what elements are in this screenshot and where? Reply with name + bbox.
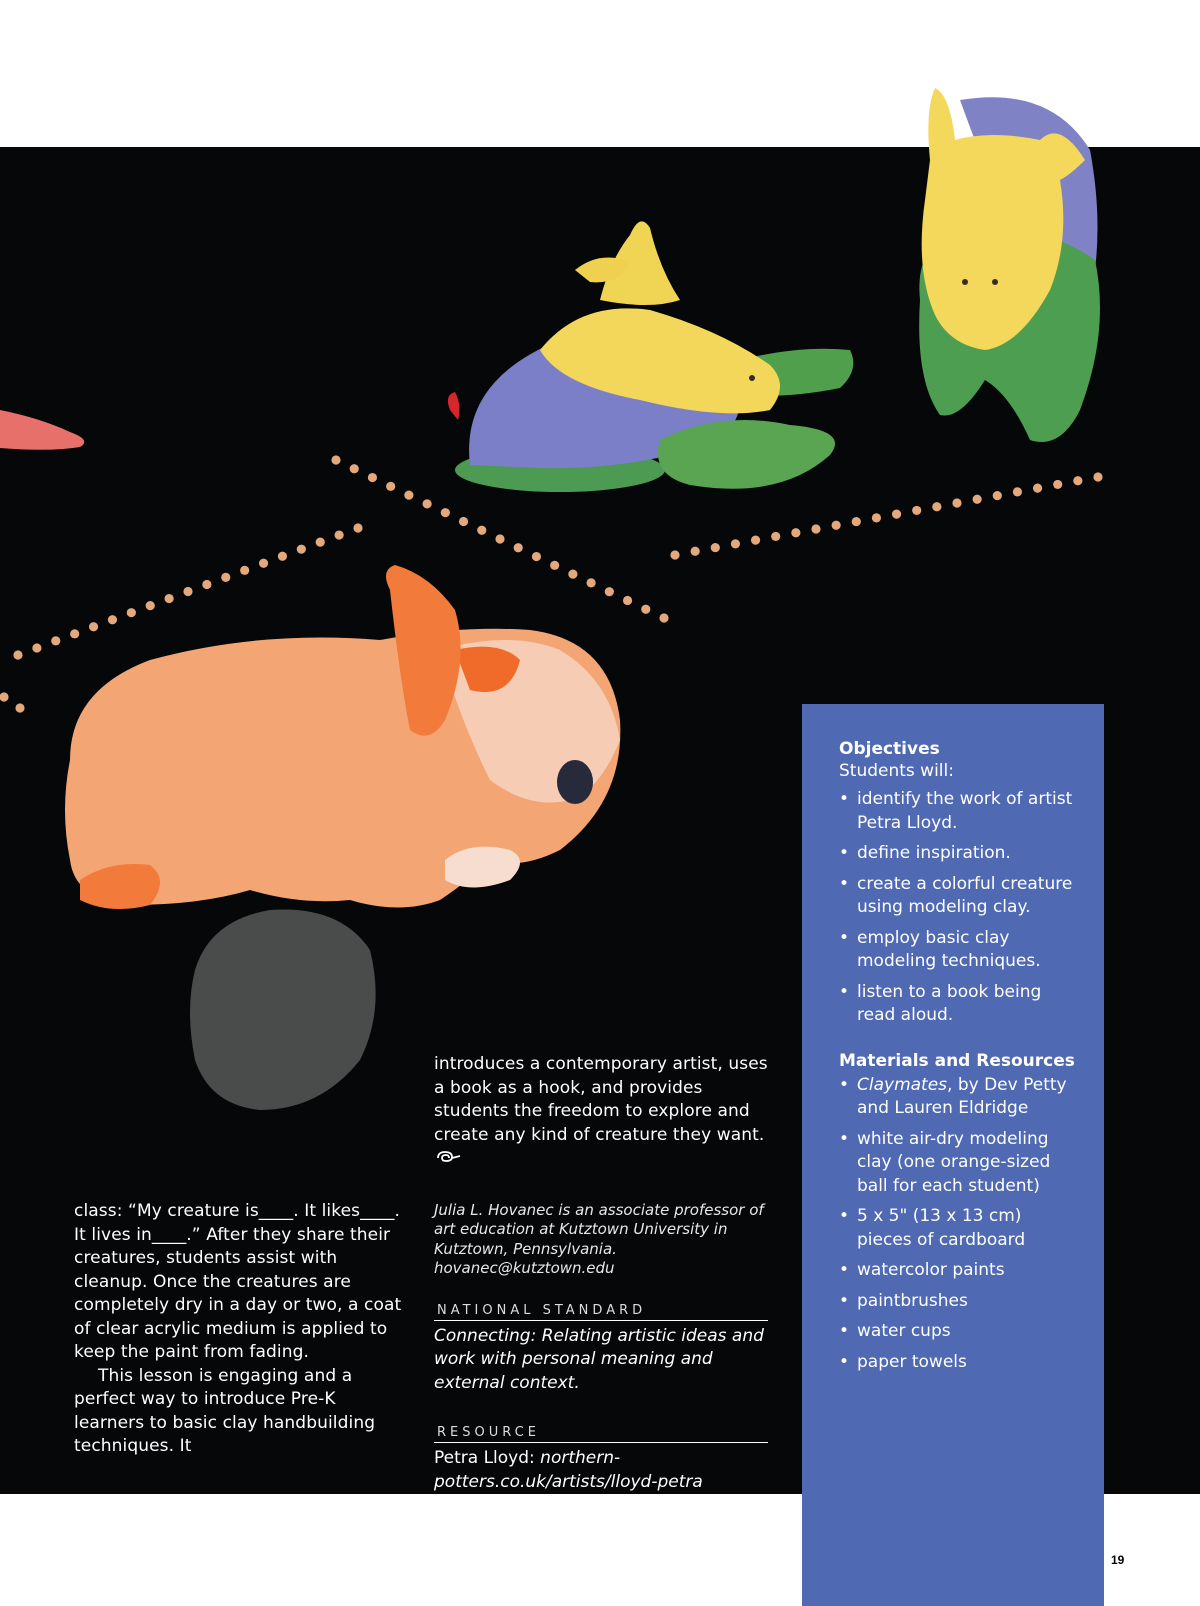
dot — [659, 613, 668, 622]
resource-label: RESOURCE — [434, 1425, 768, 1443]
dot — [108, 615, 117, 624]
list-item: • identify the work of artist Petra Lloyd. — [839, 789, 1073, 833]
cat-creature-clay — [919, 88, 1100, 442]
objectives-list — [839, 788, 1079, 1028]
dot — [202, 580, 211, 589]
dot — [386, 482, 395, 491]
list-item: • employ basic clay modeling techniques. — [839, 927, 1041, 971]
list-item: • paper towels — [839, 1351, 967, 1372]
gray-clay-ball — [190, 910, 376, 1111]
left-text-column — [74, 1200, 404, 1459]
dot — [993, 491, 1002, 500]
list-item: • white air-dry modeling clay (one orange-sized ball for each student) — [839, 1128, 1051, 1196]
resource-text — [434, 1447, 768, 1494]
dot — [165, 594, 174, 603]
resource-url-link[interactable]: northern-potters.co.uk/artists/lloyd-petra — [434, 1448, 703, 1492]
dot — [0, 692, 9, 701]
dot — [15, 703, 24, 712]
list-item: • water cups — [839, 1321, 951, 1341]
sidebar-content — [839, 738, 1079, 1381]
dot — [331, 455, 340, 464]
fish-creature-clay — [448, 221, 853, 492]
dot — [641, 605, 650, 614]
dot — [240, 566, 249, 575]
dot — [278, 552, 287, 561]
list-item: • paintbrushes — [839, 1290, 968, 1311]
dot — [316, 538, 325, 547]
dot — [441, 508, 450, 517]
body-paragraph-continued — [434, 1053, 768, 1171]
dot — [127, 608, 136, 617]
dot — [892, 510, 901, 519]
dot — [1093, 472, 1102, 481]
dot — [13, 650, 22, 659]
body-paragraph: This lesson is engaging and a perfect way to introduce Pre-K learners to basic clay handbuilding techniques. It — [74, 1365, 376, 1456]
dot — [495, 534, 504, 543]
dot — [353, 523, 362, 532]
dot — [51, 636, 60, 645]
objectives-heading: Objectives — [839, 739, 940, 759]
dot — [183, 587, 192, 596]
list-item: • Claymates, by Dev Petty and Lauren Eldridge — [839, 1074, 1067, 1118]
dot — [514, 543, 523, 552]
dot — [532, 552, 541, 561]
dot — [872, 513, 881, 522]
dot — [587, 578, 596, 587]
national-standard-text: Connecting: Relating artistic ideas and work with personal meaning and external context. — [434, 1325, 764, 1393]
dot — [1073, 476, 1082, 485]
page-number: 19 — [1111, 1553, 1125, 1567]
national-standard-label: NATIONAL STANDARD — [434, 1303, 768, 1321]
dot — [952, 498, 961, 507]
dot — [731, 539, 740, 548]
dot — [751, 536, 760, 545]
dot — [477, 526, 486, 535]
dot — [973, 495, 982, 504]
dot — [1013, 487, 1022, 496]
dot — [221, 573, 230, 582]
dot — [1053, 480, 1062, 489]
dot — [691, 547, 700, 556]
body-paragraph: class: “My creature is____. It likes____. It lives in____.” After they share their creatures, students assist with cleanup. Once the creatures are completely dry in a day or two, a coat of clear acrylic medium is applied to keep the paint from fading. — [74, 1201, 402, 1362]
dot — [711, 543, 720, 552]
dot — [623, 596, 632, 605]
dot — [912, 506, 921, 515]
dot — [670, 550, 679, 559]
objectives-sidebar — [802, 704, 1104, 1606]
orange-creature-clay — [65, 565, 620, 909]
dot — [791, 528, 800, 537]
dot — [459, 517, 468, 526]
dot — [550, 561, 559, 570]
materials-list — [839, 1074, 1079, 1375]
dot — [404, 491, 413, 500]
dot — [259, 559, 268, 568]
list-item: • 5 x 5" (13 x 13 cm) pieces of cardboard — [839, 1206, 1026, 1250]
author-bio: Julia L. Hovanec is an associate professor of art education at Kutztown University in Kutztown, Pennsylvania. hovanec@kutztown.edu — [434, 1200, 764, 1277]
list-item: • define inspiration. — [839, 843, 1011, 863]
spiral-end-mark-icon — [434, 1150, 462, 1164]
materials-heading: Materials and Resources — [839, 1050, 1075, 1071]
list-item: • watercolor paints — [839, 1260, 1005, 1280]
dot — [568, 570, 577, 579]
dot — [605, 587, 614, 596]
dot — [832, 521, 841, 530]
dot — [932, 502, 941, 511]
resource-name: Petra Lloyd: — [434, 1448, 535, 1468]
dot — [852, 517, 861, 526]
pink-creature-tail — [0, 410, 84, 450]
dot — [89, 622, 98, 631]
dot — [811, 524, 820, 533]
dot — [297, 545, 306, 554]
dot — [335, 530, 344, 539]
dot — [350, 464, 359, 473]
dot — [146, 601, 155, 610]
dot — [32, 643, 41, 652]
dot — [423, 499, 432, 508]
dot — [70, 629, 79, 638]
middle-text-column — [434, 1053, 768, 1494]
book-title: Claymates — [857, 1074, 948, 1095]
list-item: • create a colorful creature using modeling clay. — [839, 873, 1073, 917]
dot — [771, 532, 780, 541]
dot — [1033, 484, 1042, 493]
objectives-intro: Students will: — [839, 761, 954, 781]
body-paragraph-text: introduces a contemporary artist, uses a book as a hook, and provides students the freedom to explore and create any kind of creature they want. — [434, 1054, 768, 1145]
list-item: • listen to a book being read aloud. — [839, 981, 1042, 1025]
dot — [368, 473, 377, 482]
